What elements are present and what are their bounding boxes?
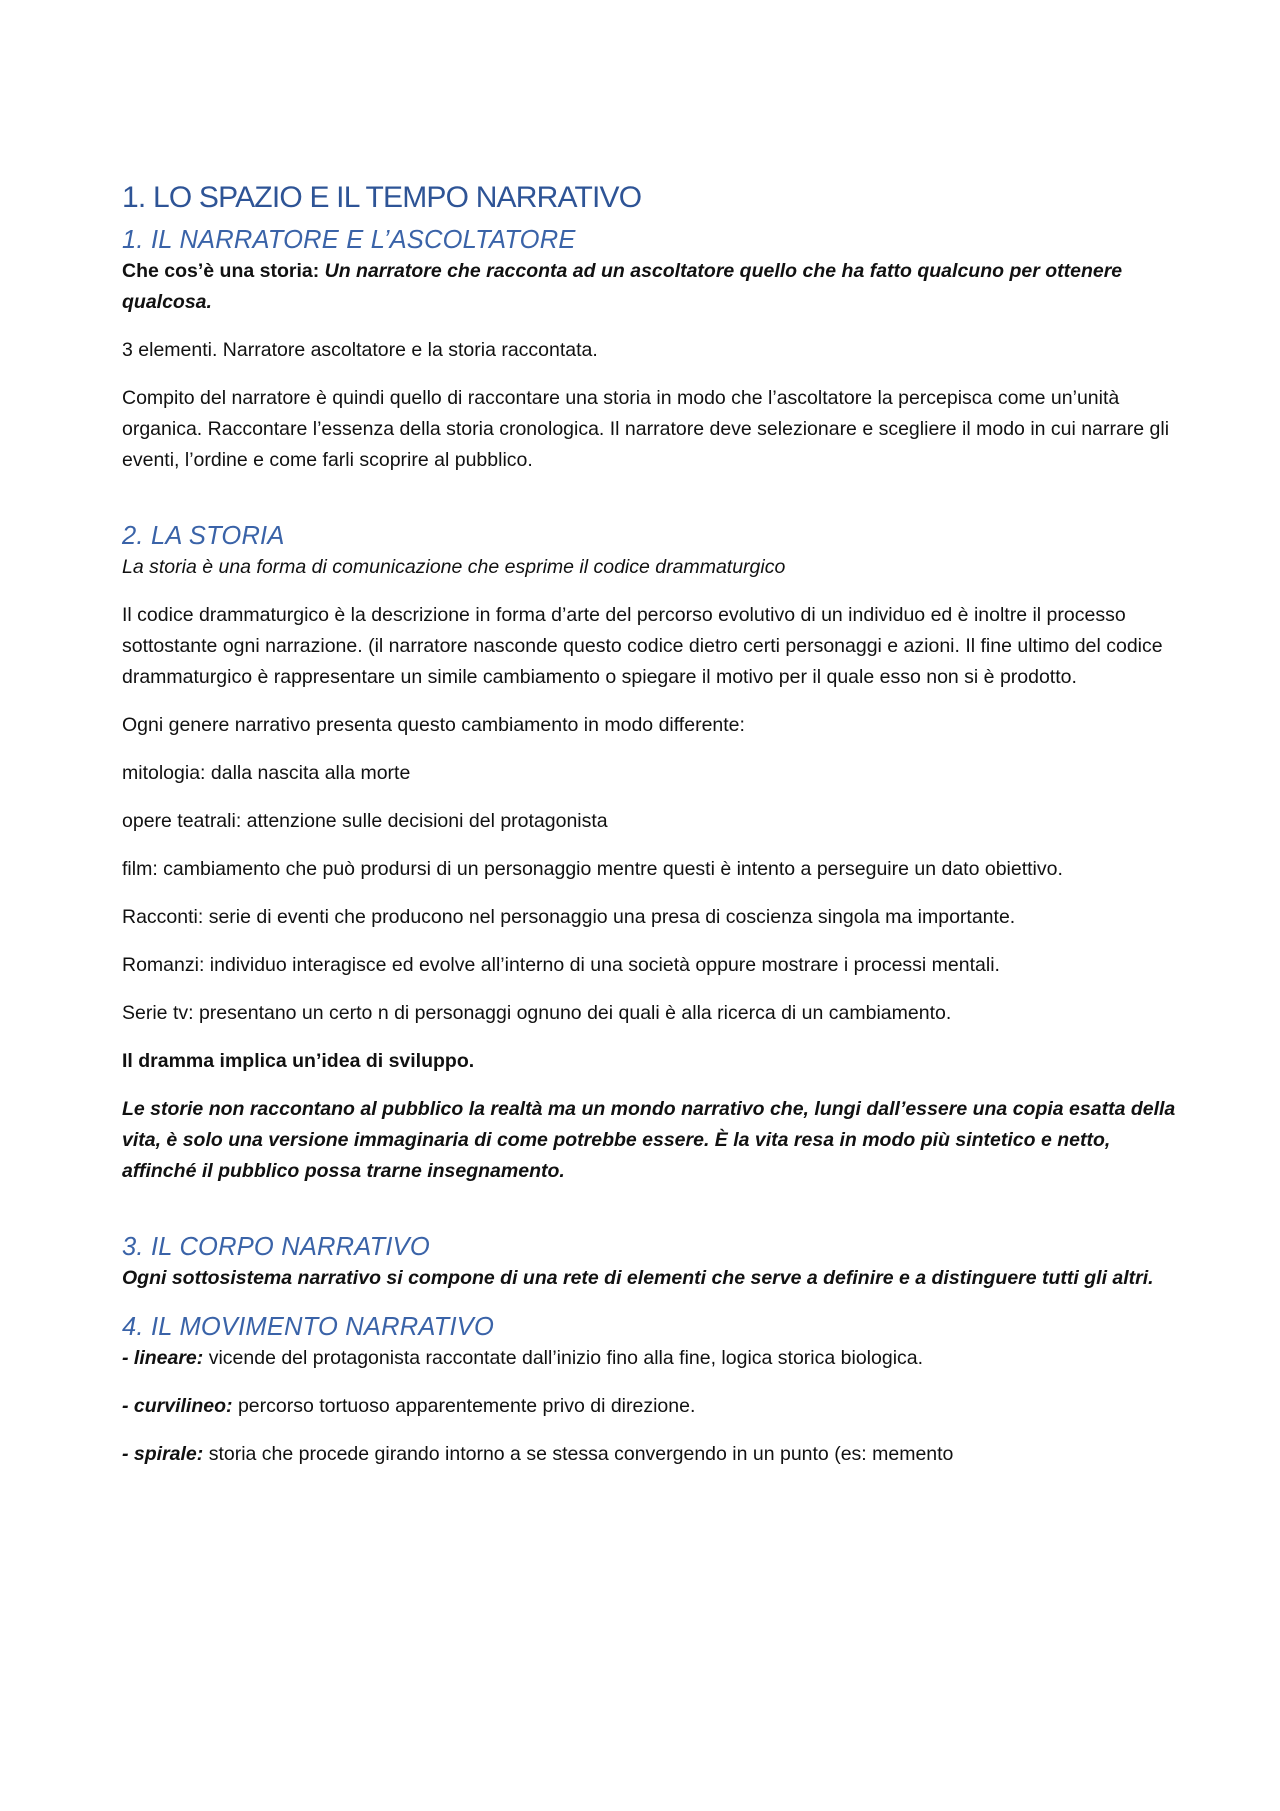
definition-text: Un narratore che racconta ad un ascoltatore quello che ha fatto qualcuno per ottenere qualcosa. xyxy=(122,260,1123,313)
movement-label: - lineare: xyxy=(122,1347,204,1369)
movement-text: vicende del protagonista raccontate dall’inizio fino alla fine, logica storica biologica. xyxy=(203,1347,924,1369)
movement-text: percorso tortuoso apparentemente privo di direzione. xyxy=(232,1395,696,1417)
quote-paragraph: Le storie non raccontano al pubblico la realtà ma un mondo narrativo che, lungi dall’essere una copia esatta della vita, è solo una versione immaginaria di come potrebbe essere. È la vita resa in modo più sintetico e netto, affinché il pubblico possa trarne insegnamento. xyxy=(122,1098,1176,1182)
paragraph: 3 elementi. Narratore ascoltatore e la storia raccontata. xyxy=(122,339,598,361)
genre-item: mitologia: dalla nascita alla morte xyxy=(122,762,411,784)
movement-label: - curvilineo: xyxy=(122,1395,233,1417)
section-heading-narratore: 1. IL NARRATORE E L’ASCOLTATORE xyxy=(122,226,576,254)
genre-item: film: cambiamento che può prodursi di un personaggio mentre questi è intento a perseguire un dato obiettivo. xyxy=(122,858,1063,880)
section-heading-storia: 2. LA STORIA xyxy=(122,522,285,550)
paragraph: Ogni genere narrativo presenta questo cambiamento in modo differente: xyxy=(122,714,745,736)
genre-item: Racconti: serie di eventi che producono nel personaggio una presa di coscienza singola ma importante. xyxy=(122,906,1016,928)
document-page xyxy=(122,178,1182,1487)
movement-text: storia che procede girando intorno a se stessa convergendo in un punto (es: memento xyxy=(203,1443,954,1465)
section-text: Ogni sottosistema narrativo si compone di una rete di elementi che serve a definire e a distinguere tutti gli altri. xyxy=(122,1267,1154,1289)
paragraph: Compito del narratore è quindi quello di raccontare una storia in modo che l’ascoltatore la percepisca come un’unità organica. Raccontare l’essenza della storia cronologica. Il narratore deve selezionare e scegliere il modo in cui narrare gli eventi, l’ordine e come farli scoprire al pubblico. xyxy=(122,387,1170,471)
section-heading-movimento: 4. IL MOVIMENTO NARRATIVO xyxy=(122,1313,494,1341)
movement-item xyxy=(122,1391,1182,1422)
bold-statement-text: Il dramma implica un’idea di sviluppo. xyxy=(122,1050,475,1072)
section-subtitle: La storia è una forma di comunicazione che esprime il codice drammaturgico xyxy=(122,556,786,578)
movement-item xyxy=(122,1439,1182,1470)
definition-label: Che cos’è una storia: xyxy=(122,260,320,282)
bold-statement xyxy=(122,1046,1182,1077)
story-definition xyxy=(122,256,1182,318)
genre-item: opere teatrali: attenzione sulle decisioni del protagonista xyxy=(122,810,608,832)
paragraph: Il codice drammaturgico è la descrizione in forma d’arte del percorso evolutivo di un individuo ed è inoltre il processo sottostante ogni narrazione. (il narratore nasconde questo codice dietro certi personaggi e azioni. Il fine ultimo del codice drammaturgico è rappresentare un simile cambiamento o spiegare il motivo per il quale esso non si è prodotto. xyxy=(122,604,1163,688)
movement-label: - spirale: xyxy=(122,1443,204,1465)
section-heading-corpo: 3. IL CORPO NARRATIVO xyxy=(122,1233,430,1261)
genre-item: Serie tv: presentano un certo n di personaggi ognuno dei quali è alla ricerca di un cambiamento. xyxy=(122,1002,952,1024)
document-title: 1. LO SPAZIO E IL TEMPO NARRATIVO xyxy=(122,181,642,214)
genre-item: Romanzi: individuo interagisce ed evolve all’interno di una società oppure mostrare i processi mentali. xyxy=(122,954,1000,976)
movement-item xyxy=(122,1343,1182,1374)
